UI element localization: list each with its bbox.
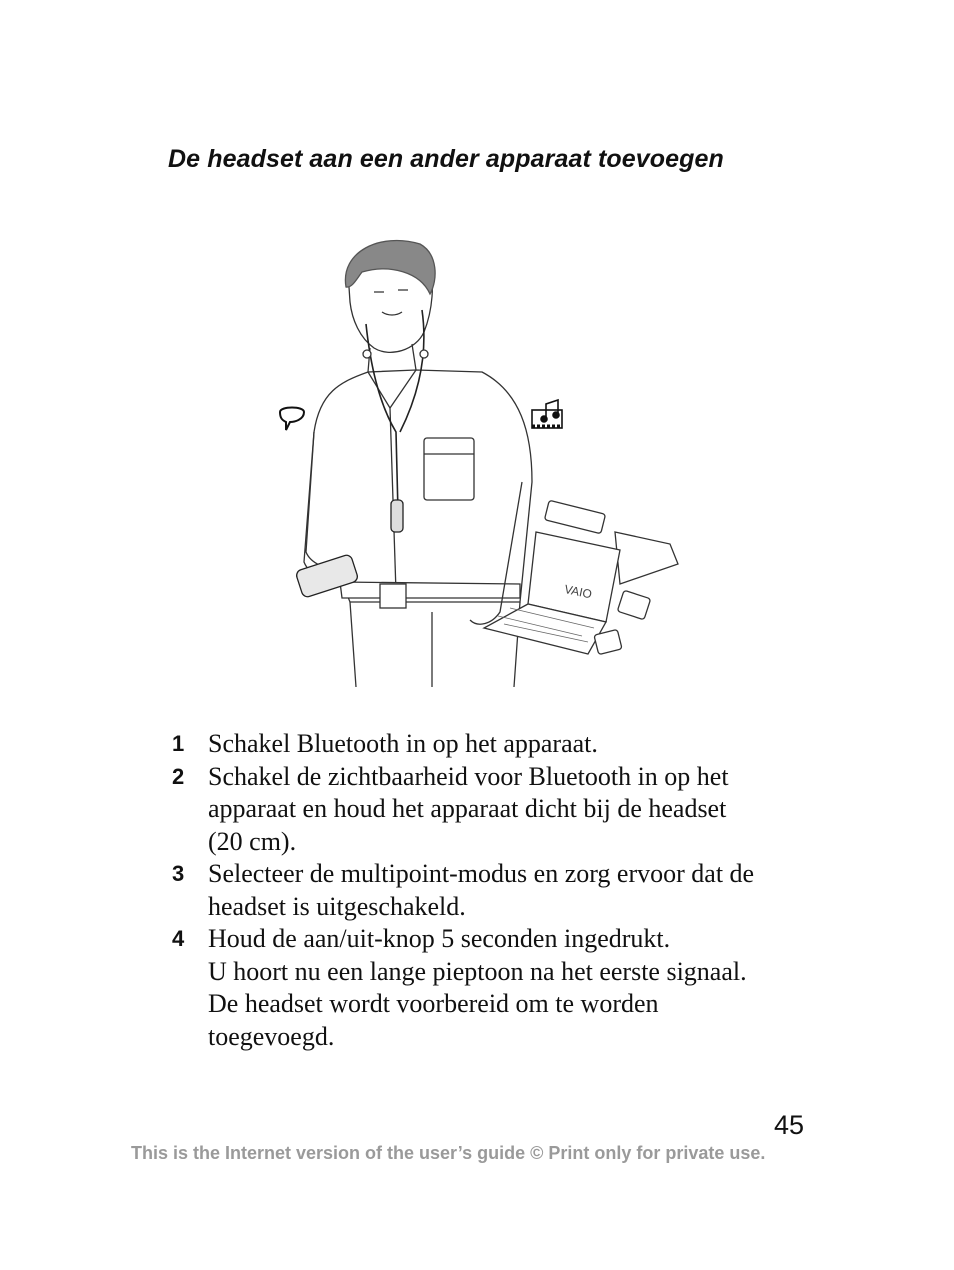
step-text: headset is uitgeschakeld. <box>208 891 466 921</box>
page-title: De headset aan een ander apparaat toevoegen <box>168 145 724 173</box>
step-text: De headset wordt voorbereid om te worden <box>208 989 659 1018</box>
step-text: Schakel Bluetooth in op het apparaat. <box>208 729 598 758</box>
step-2 <box>172 761 822 859</box>
belt <box>340 582 520 598</box>
step-4 <box>172 923 822 1053</box>
footer-note: This is the Internet version of the user’s guide © Print only for private use. <box>131 1143 766 1163</box>
headset-illustration <box>270 232 690 692</box>
closed-laptop <box>615 532 678 584</box>
step-3 <box>172 858 822 923</box>
music-media-icon <box>532 400 562 428</box>
pda-device <box>544 500 605 533</box>
step-text: (20 cm). <box>208 826 297 856</box>
step-number: 2 <box>172 763 185 789</box>
laptop-brand: VAIO <box>563 581 594 602</box>
step-number: 3 <box>172 861 185 886</box>
page-number: 45 <box>774 1110 805 1140</box>
step-number: 4 <box>172 926 185 951</box>
instruction-steps <box>172 728 822 1053</box>
headset-unit <box>391 500 403 532</box>
step-text: apparaat en houd het apparaat dicht bij de headset <box>208 794 727 823</box>
step-text: toegevoegd. <box>208 1021 335 1051</box>
step-text: U hoort nu een lange pieptoon na het eerste signaal. <box>208 956 747 986</box>
step-text: Schakel de zichtbaarheid voor Bluetooth in op het <box>208 761 729 791</box>
step-1 <box>172 728 822 761</box>
step-text: Houd de aan/uit-knop 5 seconden ingedrukt. <box>208 924 671 953</box>
speech-bubble-icon <box>280 408 304 431</box>
media-player <box>617 590 650 620</box>
step-text: Selecteer de multipoint-modus en zorg ervoor dat de <box>208 859 755 888</box>
step-number: 1 <box>172 731 185 756</box>
